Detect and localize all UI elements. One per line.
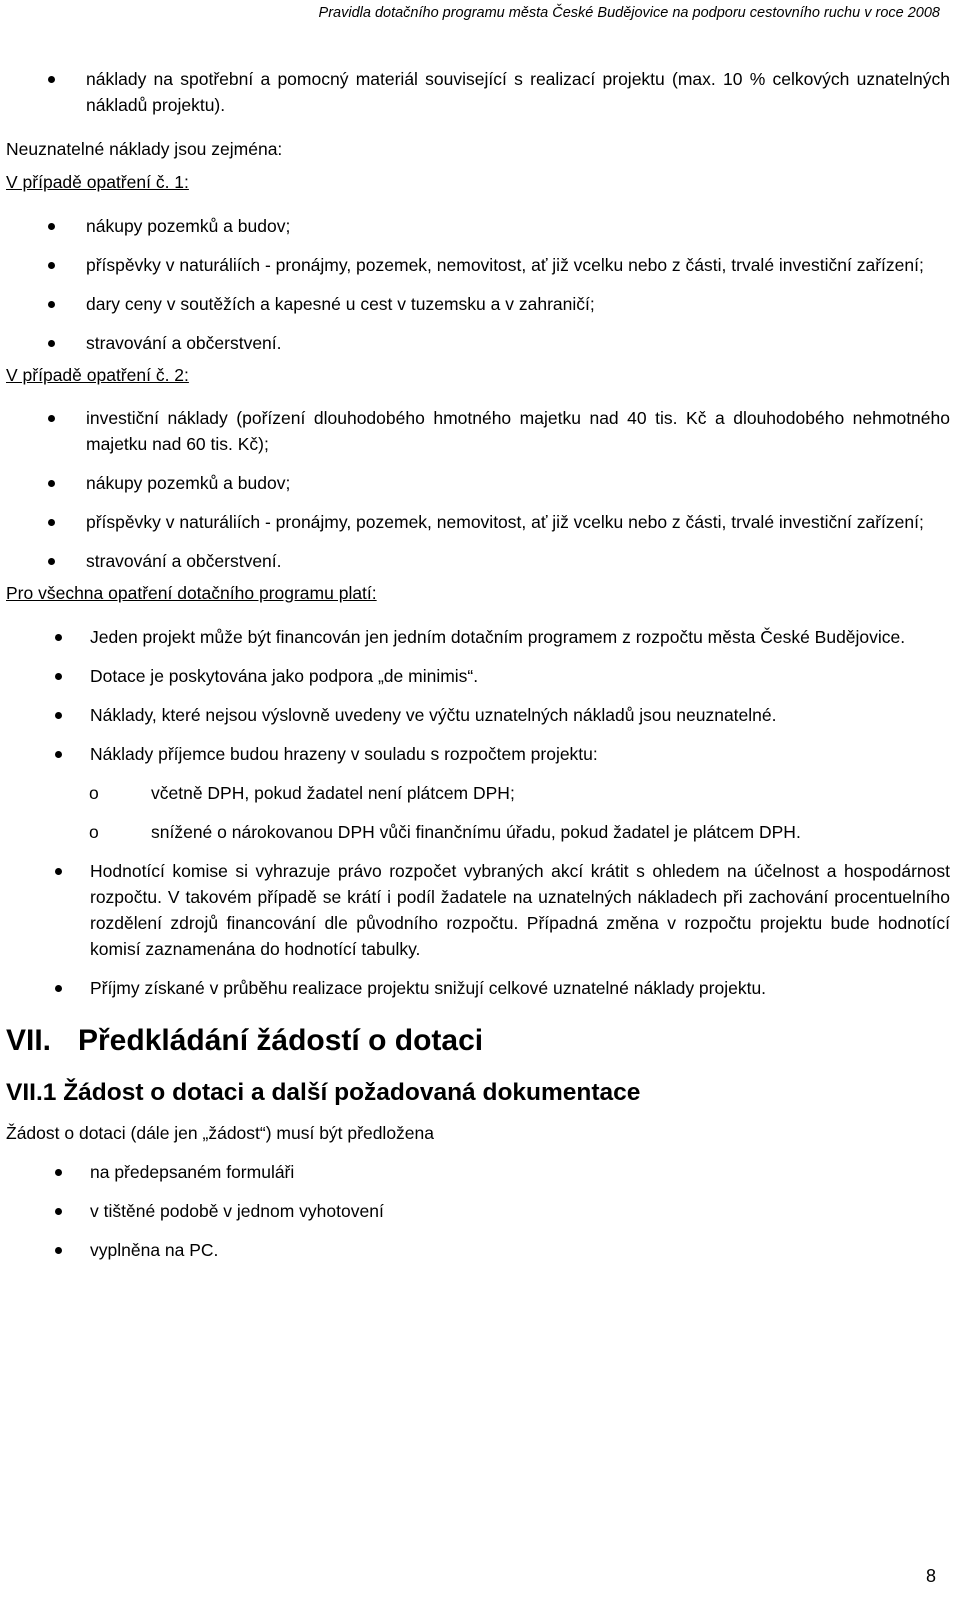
op2-label: V případě opatření č. 2:	[6, 365, 189, 385]
neuznatelne-heading: Neuznatelné náklady jsou zejména:	[6, 139, 283, 159]
section-title: Předkládání žádostí o dotaci	[78, 1024, 484, 1057]
sub-list-item: o včetně DPH, pokud žadatel není plátcem DPH;	[0, 780, 950, 806]
list-item: v tištěné podobě v jednom vyhotovení	[0, 1198, 950, 1224]
list-item: stravování a občerstvení.	[0, 330, 950, 356]
list-item: Hodnotící komise si vyhrazuje právo rozpočet vybraných akcí krátit s ohledem na účelnost a hospodárnost rozpočtu. V takovém případě se krátí i podíl žadatele na uznatelných nákladech při zachování procentuelního rozdělení zdrojů financování dle původního rozpočtu. Případná změna v rozpočtu projektu bude hodnotící komisí zaznamenána do hodnotící tabulky.	[0, 858, 950, 962]
list-item: náklady na spotřební a pomocný materiál související s realizací projektu (max. 10 % celkových uznatelných nákladů projektu).	[0, 66, 950, 118]
subsection-heading: VII.1 Žádost o dotaci a další požadovaná dokumentace	[6, 1079, 641, 1106]
section-number: VII.	[6, 1024, 52, 1057]
page-header: Pravidla dotačního programu města České Budějovice na podporu cestovního ruchu v roce 2008	[318, 5, 940, 21]
page-content	[0, 60, 950, 1263]
vsechna-label: Pro všechna opatření dotačního programu platí:	[6, 583, 377, 603]
list-item: Jeden projekt může být financován jen jedním dotačním programem z rozpočtu města České Budějovice.	[0, 624, 950, 650]
list-item: nákupy pozemků a budov;	[0, 470, 950, 496]
list-item: Náklady příjemce budou hrazeny v souladu s rozpočtem projektu:	[0, 741, 950, 767]
list-item: na předepsaném formuláři	[0, 1159, 950, 1185]
list-item: stravování a občerstvení.	[0, 548, 950, 574]
list-item: dary ceny v soutěžích a kapesné u cest v tuzemsku a v zahraničí;	[0, 291, 950, 317]
list-item: příspěvky v naturáliích - pronájmy, pozemek, nemovitost, ať již vcelku nebo z části, trvalé investiční zařízení;	[0, 509, 950, 535]
list-item: příspěvky v naturáliích - pronájmy, pozemek, nemovitost, ať již vcelku nebo z části, trvalé investiční zařízení;	[0, 252, 950, 278]
list-item: vyplněna na PC.	[0, 1237, 950, 1263]
list-item: investiční náklady (pořízení dlouhodobého hmotného majetku nad 40 tis. Kč a dlouhodobého nehmotného majetku nad 60 tis. Kč);	[0, 405, 950, 457]
page-number: 8	[925, 1566, 936, 1586]
section-heading	[0, 1023, 950, 1059]
list-item: Dotace je poskytována jako podpora „de minimis“.	[0, 663, 950, 689]
intro-text: Žádost o dotaci (dále jen „žádost“) musí být předložena	[6, 1123, 434, 1143]
list-item: nákupy pozemků a budov;	[0, 213, 950, 239]
list-item: Náklady, které nejsou výslovně uvedeny ve výčtu uznatelných nákladů jsou neuznatelné.	[0, 702, 950, 728]
op1-label: V případě opatření č. 1:	[6, 172, 189, 192]
list-item: Příjmy získané v průběhu realizace projektu snižují celkové uznatelné náklady projektu.	[0, 975, 950, 1001]
sub-list-item: o snížené o nárokovanou DPH vůči finančnímu úřadu, pokud žadatel je plátcem DPH.	[0, 819, 950, 845]
